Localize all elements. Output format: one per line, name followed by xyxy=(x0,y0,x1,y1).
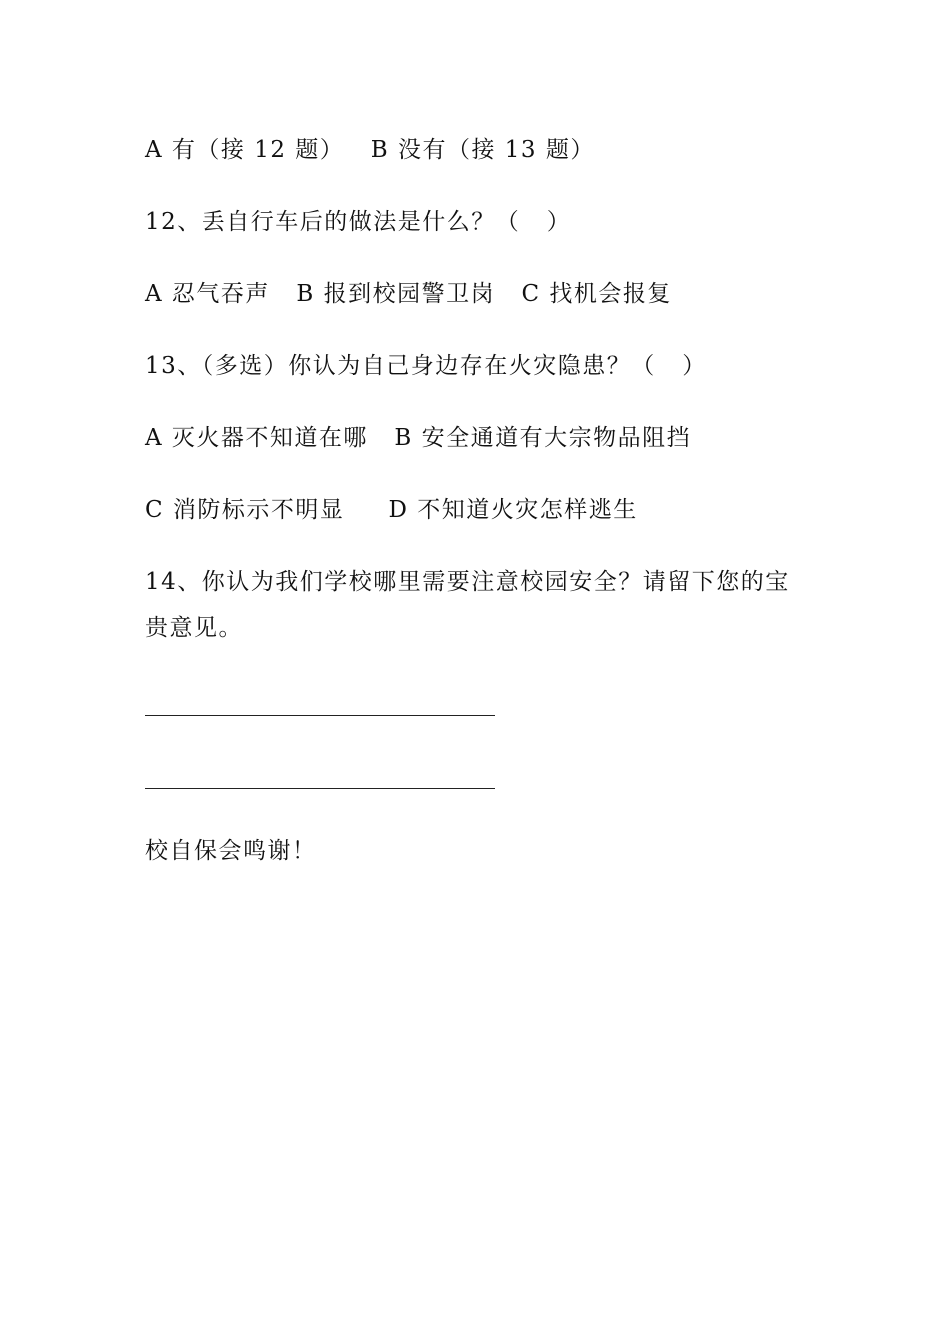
question-13-text: 13、（多选）你认为自己身边存在火灾隐患？（ ） xyxy=(145,353,707,379)
answer-line-1 xyxy=(145,715,495,716)
question-12-text: 12、丢自行车后的做法是什么？（ ） xyxy=(145,209,572,235)
answer-line-2 xyxy=(145,788,495,789)
question-14-text: 14、你认为我们学校哪里需要注意校园安全？请留下您的宝贵意见。 xyxy=(145,569,790,641)
question-13-options-line-2: C 消防标示不明显 D 不知道火灾怎样逃生 xyxy=(145,497,638,523)
question-12-options: A 忍气吞声 B 报到校园警卫岗 C 找机会报复 xyxy=(145,281,672,307)
question-11-options: A 有（接 12 题） B 没有（接 13 题） xyxy=(145,137,595,163)
question-13-options-line-1: A 灭火器不知道在哪 B 安全通道有大宗物品阻挡 xyxy=(145,425,692,451)
closing-thanks: 校自保会鸣谢！ xyxy=(145,838,317,864)
